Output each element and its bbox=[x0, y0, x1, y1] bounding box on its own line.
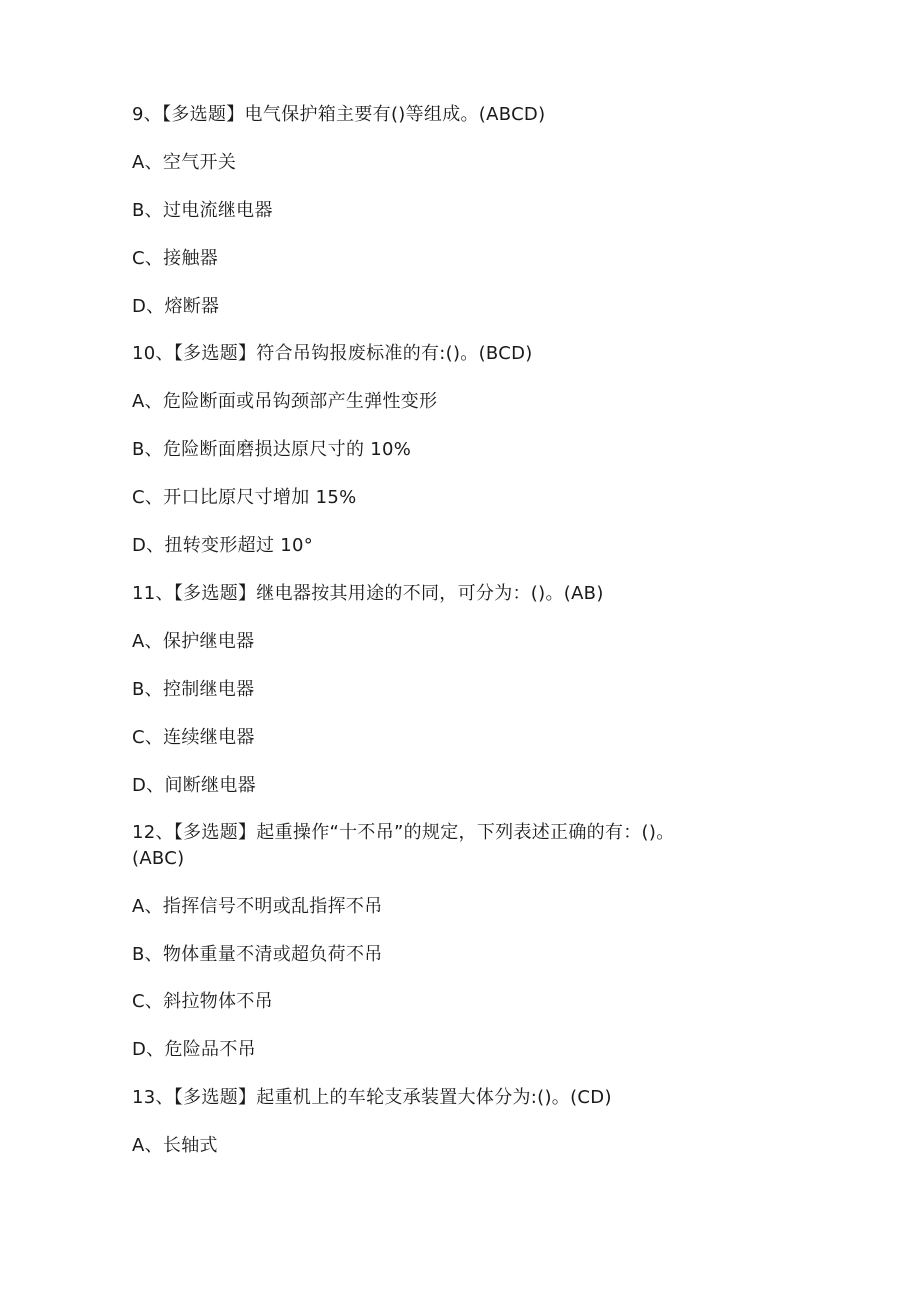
question-9-option-c: C、接触器 bbox=[132, 248, 219, 269]
question-12-stem: 12、【多选题】起重操作“十不吊”的规定，下列表述正确的有：()。 bbox=[132, 822, 675, 843]
question-12-option-a: A、指挥信号不明或乱指挥不吊 bbox=[132, 896, 383, 917]
question-10-stem: 10、【多选题】符合吊钩报废标准的有:()。(BCD) bbox=[132, 343, 533, 364]
question-11-option-d: D、间断继电器 bbox=[132, 775, 256, 796]
question-11-option-c: C、连续继电器 bbox=[132, 727, 255, 748]
question-13-option-a: A、长轴式 bbox=[132, 1135, 218, 1156]
question-12-option-c: C、斜拉物体不吊 bbox=[132, 991, 273, 1012]
question-10-option-a: A、危险断面或吊钩颈部产生弹性变形 bbox=[132, 391, 438, 412]
question-11-stem: 11、【多选题】继电器按其用途的不同，可分为：()。(AB) bbox=[132, 583, 604, 604]
question-9-stem: 9、【多选题】电气保护箱主要有()等组成。(ABCD) bbox=[132, 104, 546, 125]
question-10-option-b: B、危险断面磨损达原尺寸的 10% bbox=[132, 439, 412, 460]
question-13-stem: 13、【多选题】起重机上的车轮支承装置大体分为:()。(CD) bbox=[132, 1087, 612, 1108]
question-12-option-d: D、危险品不吊 bbox=[132, 1039, 256, 1060]
question-9-option-b: B、过电流继电器 bbox=[132, 200, 273, 221]
question-9-option-d: D、熔断器 bbox=[132, 296, 220, 317]
question-10-option-d: D、扭转变形超过 10° bbox=[132, 535, 314, 556]
question-10-option-c: C、开口比原尺寸增加 15% bbox=[132, 487, 357, 508]
question-11-option-b: B、控制继电器 bbox=[132, 679, 255, 700]
question-11-option-a: A、保护继电器 bbox=[132, 631, 255, 652]
question-12-stem-continued: (ABC) bbox=[132, 848, 185, 869]
question-9-option-a: A、空气开关 bbox=[132, 152, 237, 173]
question-12-option-b: B、物体重量不清或超负荷不吊 bbox=[132, 944, 383, 965]
